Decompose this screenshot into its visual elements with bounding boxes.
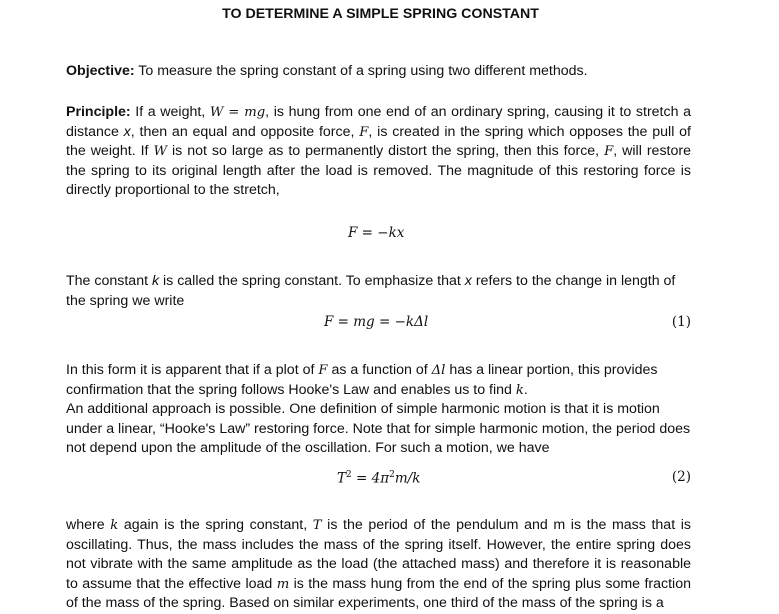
var-x: x <box>123 123 131 140</box>
var-delta-l: Δl <box>431 363 446 378</box>
var-x: x <box>464 273 472 289</box>
para-text: . <box>523 381 528 398</box>
objective-text: To measure the spring constant of a spring using two different methods. <box>134 63 588 79</box>
eq2-lhs: T <box>337 470 347 487</box>
para-text: has a linear portion, this provides confirmation that the spring follows Hooke's Law and enables us to find <box>66 362 658 398</box>
var-w: W <box>153 144 168 160</box>
equation-2-number: (2) <box>671 469 691 485</box>
var-f: F <box>318 363 328 378</box>
document-title: TO DETERMINE A SIMPLE SPRING CONSTANT <box>222 6 539 22</box>
var-m: m <box>276 576 290 592</box>
var-k: k <box>110 518 119 533</box>
equation-1: F = mg = −kΔl <box>324 314 429 330</box>
principle-text: , is created in the spring which opposes the pull of the weight. If <box>66 123 691 160</box>
var-k: k <box>515 382 524 398</box>
para-text: as a function of <box>327 362 432 378</box>
para-text: In this form it is apparent that if a plot of <box>66 362 319 378</box>
hooke-equation: F = −kx <box>348 225 405 241</box>
var-k: k <box>151 273 160 289</box>
para-text: where <box>66 517 111 533</box>
para-text: is the period of the pendulum and m is the mass that is oscillating. Thus, the mass includes the mass of the spring itself. However, the entire spring does not vibrate with the same amplitude as the load (the attached mass) and therefore it is reasonable to assume that the effective load <box>66 517 691 592</box>
principle-text: is not so large as to permanently distort the spring, then this force, <box>167 143 605 160</box>
var-t: T <box>312 518 322 533</box>
eq2-mid: = 4π <box>351 470 390 487</box>
shm-text: An additional approach is possible. One definition of simple harmonic motion is that it is motion under a linear, “Hooke's Law” restoring force. Note that for simple harmonic motion, the period does not depend upon the amplitude of the oscillation. For such a motion, we have <box>66 401 691 457</box>
hooke-law-paragraph <box>66 361 691 459</box>
principle-label: Principle: <box>66 104 131 120</box>
para-text: The constant <box>66 273 152 289</box>
principle-text: If a weight, <box>130 104 210 120</box>
objective-label: Objective: <box>66 63 135 79</box>
weight-equation: = mg <box>223 105 266 120</box>
spring-constant-paragraph <box>66 272 691 311</box>
para-text: is called the spring constant. To emphasize that <box>159 273 465 289</box>
eq2-mid-exponent: 2 <box>389 470 395 480</box>
principle-text: , is hung from one end of an ordinary spring, causing it to stretch a distance <box>66 104 691 140</box>
var-f: F <box>604 144 614 160</box>
objective-paragraph <box>66 62 691 82</box>
effective-mass-paragraph <box>66 516 691 614</box>
principle-text: , will restore the spring to its original length after the load is removed. The magnitude of this restoring force is directly proportional to the stretch, <box>66 143 691 199</box>
eq2-lhs-exponent: 2 <box>346 470 352 480</box>
equation-2 <box>337 466 420 488</box>
var-f: F <box>359 124 369 140</box>
eq2-rhs: m/k <box>394 470 421 487</box>
principle-text: , then an equal and opposite force, <box>130 123 360 140</box>
para-text: is the mass hung from the end of the spring plus some fraction of the mass of the spring. Based on similar experiments, one third of the mass of the spring is a <box>66 575 691 612</box>
para-text: again is the spring constant, <box>118 517 313 533</box>
principle-paragraph <box>66 103 691 201</box>
equation-1-number: (1) <box>671 314 691 330</box>
para-text: refers to the change in length of the spring we write <box>66 273 676 309</box>
var-w: W <box>209 105 224 120</box>
